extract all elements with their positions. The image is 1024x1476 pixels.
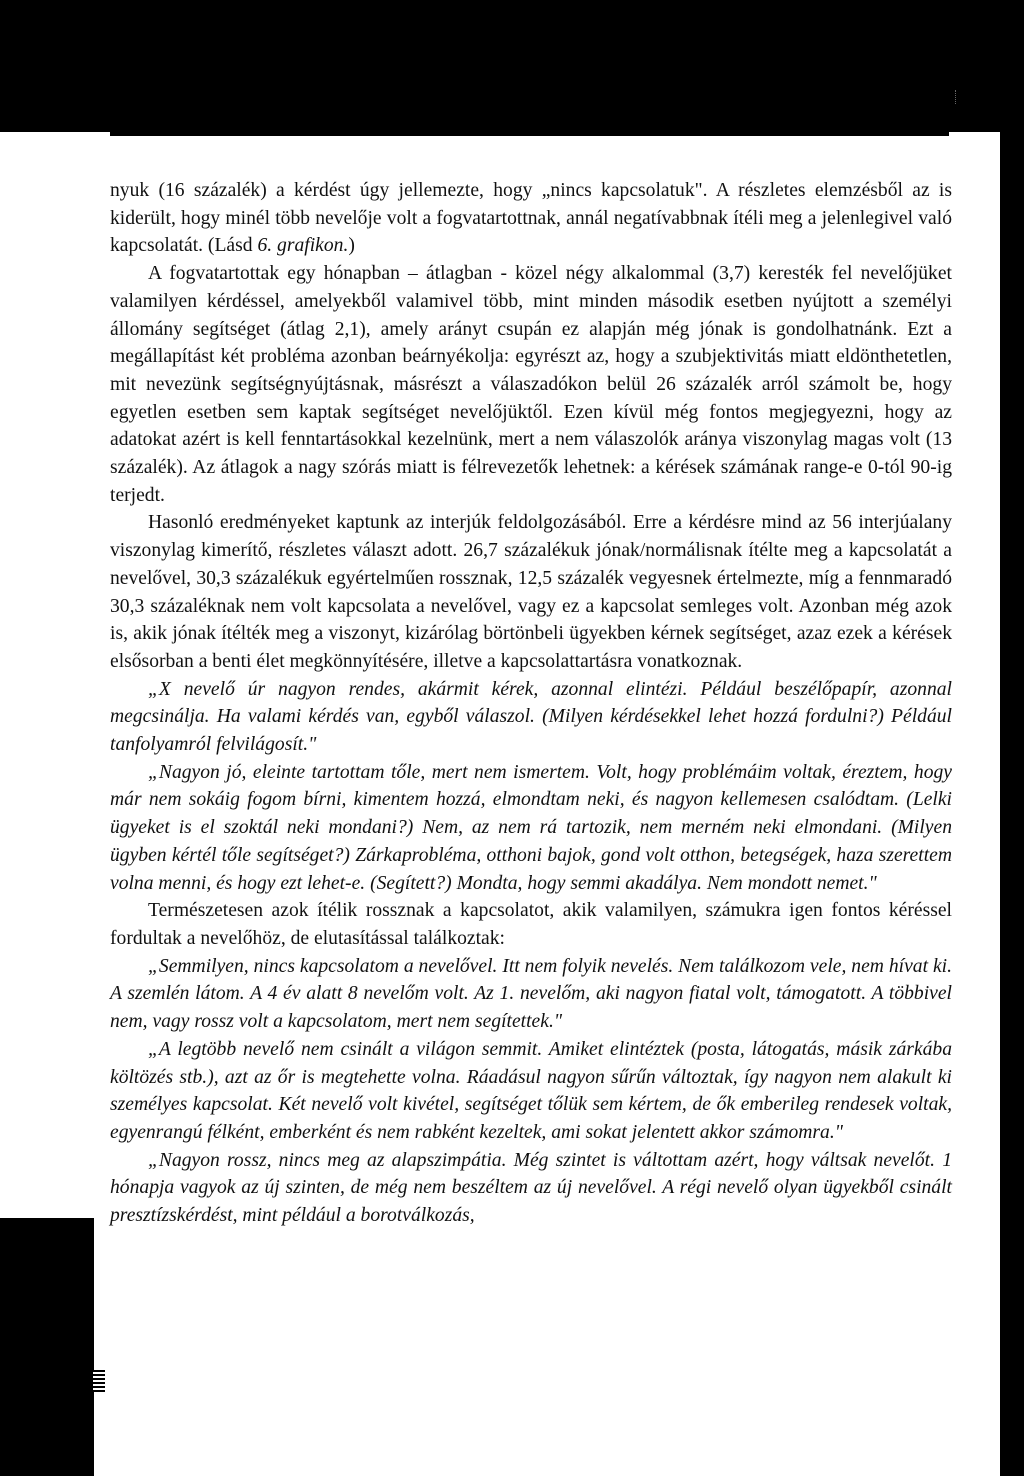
- paragraph: [110, 897, 952, 952]
- text-segment: „Nagyon jó, eleinte tartottam tőle, mert nem ismertem. Volt, hogy problémáim voltak, éreztem, hogy már nem sokáig fogom bírni, kimentem hozzá, elmondtam neki, és nagyon kellemesen csalódtam. (Lelki ügyeket is el szoktál neki mondani?) Nem, az nem rá tartozik, nem merném neki elmondani. (Milyen ügyben kértél tőle segítséget?) Zárkaprobléma, otthoni bajok, gond volt otthon, betegségek, haza szerettem volna menni, és hogy ezt lehet-e. (Segített?) Mondta, hogy semmi akadálya. Nem mondott nemet.": [110, 761, 952, 894]
- text-segment: ): [348, 235, 355, 257]
- top-scan-border: [0, 0, 1024, 132]
- paragraph: [110, 509, 952, 675]
- text-segment: „X nevelő úr nagyon rendes, akármit kérek, azonnal elintézi. Például beszélőpapír, azonnal megcsinálja. Ha valami kérdés van, egyből válaszol. (Milyen kérdésekkel lehet hozzá fordulni?) Például tanfolyamról felvilágosít.": [110, 678, 952, 756]
- paragraph: [110, 260, 952, 509]
- text-segment: nyuk (16 százalék) a kérdést úgy jellemezte, hogy „nincs kapcsolatuk". A részletes elemzésből az is kiderült, hogy minél több nevelője volt a fogvatartottnak, annál negatívabbnak ítéli meg a jelenlegivel való kapcsolatát. (Lásd: [110, 180, 952, 257]
- interview-quote: [110, 759, 952, 898]
- interview-quote: [110, 953, 952, 1036]
- text-segment: „A legtöbb nevelő nem csinált a világon semmit. Amiket elintéztek (posta, látogatás, másik zárkába költözés stb.), azt az őr is megtehette volna. Ráadásul nagyon sűrűn változtak, így nagyon nem alakult ki személyes kapcsolat. Két nevelő volt kivétel, segítséget tőlük sem kértem, de ők emberileg rendesek voltak, egyenrangú félként, emberként és nem rabként kezeltek, ami sokat jelentett akkor számomra.": [110, 1038, 952, 1143]
- interview-quote: [110, 676, 952, 759]
- text-segment: 6. grafikon.: [257, 235, 349, 257]
- interview-quote: [110, 1147, 952, 1230]
- text-segment: A fogvatartottak egy hónapban – átlagban - közel négy alkalommal (3,7) keresték fel nevelőjüket valamilyen kérdéssel, amelyekből valamivel több, mint minden második esetben nyújtott a személyi állomány segítséget (átlag 2,1), amely arányt csupán ez alapján még jónak is gondolhatnánk. Ezt a megállapítást két probléma azonban beárnyékolja: egyrészt az, hogy a szubjektivitás miatt eldönthetetlen, mit nevezünk segítségnyújtásnak, másrészt a válaszadókon belül 26 százalék arról számolt be, hogy egyetlen esetben sem kaptak segítséget nevelőjüktől. Ezen kívül még fontos megjegyezni, hogy az adatokat azért is kell fenntartásokkal kezelnünk, mert a nem válaszolók aránya viszonylag magas volt (13 százalék). Az átlagok a nagy szórás miatt is félrevezetők lehetnek: a kérések számának range-e 0-tól 90-ig terjedt.: [110, 263, 952, 506]
- paragraph: [110, 177, 952, 260]
- text-segment: „Nagyon rossz, nincs meg az alapszimpátia. Még szintet is váltottam azért, hogy váltsak nevelőt. 1 hónapja vagyok az új szinten, de még nem beszéltem az új nevelővel. A régi nevelő olyan ügyekből csinált presztízskérdést, mint például a borotválkozás,: [110, 1149, 952, 1227]
- header-rule: [110, 132, 949, 136]
- left-scan-border: [0, 1218, 105, 1476]
- right-scan-border: [1000, 132, 1024, 1476]
- left-margin-strip: [92, 1218, 107, 1476]
- interview-quote: [110, 1036, 952, 1147]
- text-segment: „Semmilyen, nincs kapcsolatom a nevelővel. Itt nem folyik nevelés. Nem találkozom vele, nem hívat ki. A szemlén látom. A 4 év alatt 8 nevelőm volt. Az 1. nevelőm, aki nagyon fiatal volt, támogatott. A többivel nem, vagy rossz volt a kapcsolatom, mert nem segítettek.": [110, 955, 952, 1033]
- scan-marker: [93, 1370, 105, 1392]
- scan-artifact: [955, 90, 958, 104]
- text-segment: Természetesen azok ítélik rossznak a kapcsolatot, akik valamilyen, számukra igen fontos kéréssel fordultak a nevelőhöz, de elutasítással találkoztak:: [110, 900, 952, 949]
- body-text: [110, 177, 952, 1230]
- text-segment: Hasonló eredményeket kaptunk az interjúk feldolgozásából. Erre a kérdésre mind az 56 interjúalany viszonylag kimerítő, részletes választ adott. 26,7 százalékuk jónak/normálisnak ítélte meg a kapcsolatát a nevelővel, 30,3 százalékuk egyértelműen rossznak, 12,5 százalék vegyesnek értelmezte, míg a fennmaradó 30,3 százaléknak nem volt kapcsolata a nevelővel, vagy ez a kapcsolat semleges volt. Azonban még azok is, akik jónak ítélték meg a viszonyt, kizárólag börtönbeli ügyekben kérnek segítséget, azaz ezek a kérések elsősorban a benti élet megkönnyítésére, illetve a kapcsolattartásra vonatkoznak.: [110, 512, 952, 672]
